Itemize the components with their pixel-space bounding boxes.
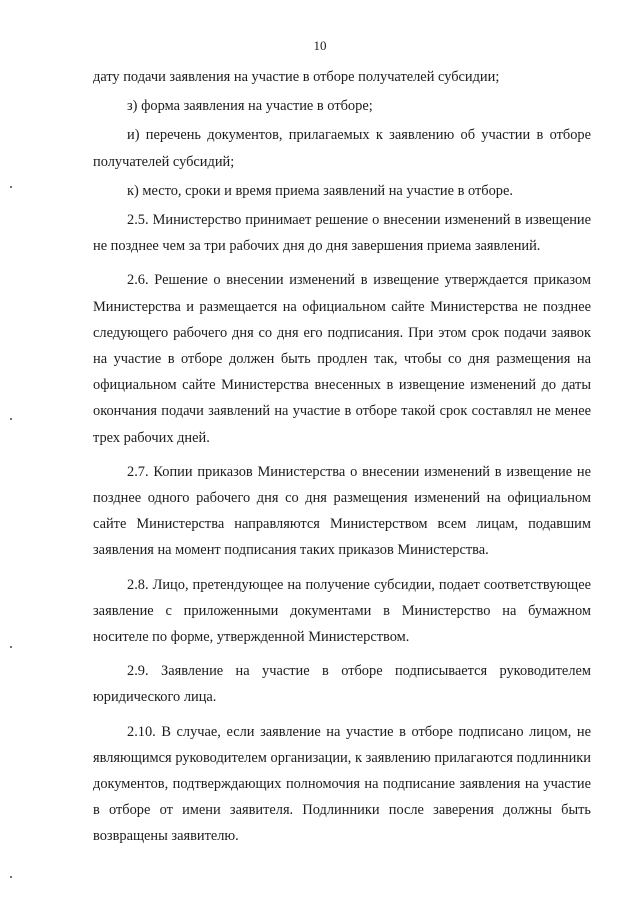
scan-speck xyxy=(10,646,12,648)
paragraph-continuation: дату подачи заявления на участие в отборе получателей субсидии; xyxy=(93,69,500,85)
paragraph-2-8: 2.8. Лицо, претендующее на получение субсидии, подает соответствующее заявление с приложенными документами в Министерство на бумажном носителе по форме, утвержденной Министерством. xyxy=(93,576,591,646)
scan-speck xyxy=(10,418,12,420)
page-number: 10 xyxy=(313,38,327,53)
paragraph-2-7: 2.7. Копии приказов Министерства о внесении изменений в извещение не позднее одного рабочего дня со дня размещения изменений на официальном сайте Министерства направляются Министерством всем лицам, подавшим заявления на момент подписания таких приказов Министерства. xyxy=(93,463,591,559)
paragraph-2-9: 2.9. Заявление на участие в отборе подписывается руководителем юридического лица. xyxy=(93,663,591,706)
scan-speck xyxy=(10,876,12,878)
scan-speck xyxy=(10,186,12,188)
paragraph-2-5: 2.5. Министерство принимает решение о внесении изменений в извещение не позднее чем за три рабочих дня до дня завершения приема заявлений. xyxy=(93,212,591,255)
list-item-z: з) форма заявления на участие в отборе; xyxy=(127,98,373,115)
paragraph-2-6: 2.6. Решение о внесении изменений в извещение утверждается приказом Министерства и размещается на официальном сайте Министерства не позднее следующего рабочего дня со дня его подписания. При этом срок подачи заявок на участие в отборе должен быть продлен так, чтобы со дня размещения на официальном сайте Министерства внесенных в извещение изменений до даты окончания подачи заявлений на участие в отборе такой срок составлял не менее трех рабочих дней. xyxy=(93,272,591,446)
document-body xyxy=(93,64,591,853)
paragraph-2-10: 2.10. В случае, если заявление на участие в отборе подписано лицом, не являющимся руководителем организации, к заявлению прилагаются подлинники документов, подтверждающих полномочия на подписание заявления на участие в отборе от имени заявителя. Подлинники после заверения должны быть возвращены заявителю. xyxy=(93,723,591,845)
list-item-i: и) перечень документов, прилагаемых к заявлению об участии в отборе получателей субсидий; xyxy=(93,127,591,170)
list-item-k: к) место, сроки и время приема заявлений на участие в отборе. xyxy=(127,182,513,199)
